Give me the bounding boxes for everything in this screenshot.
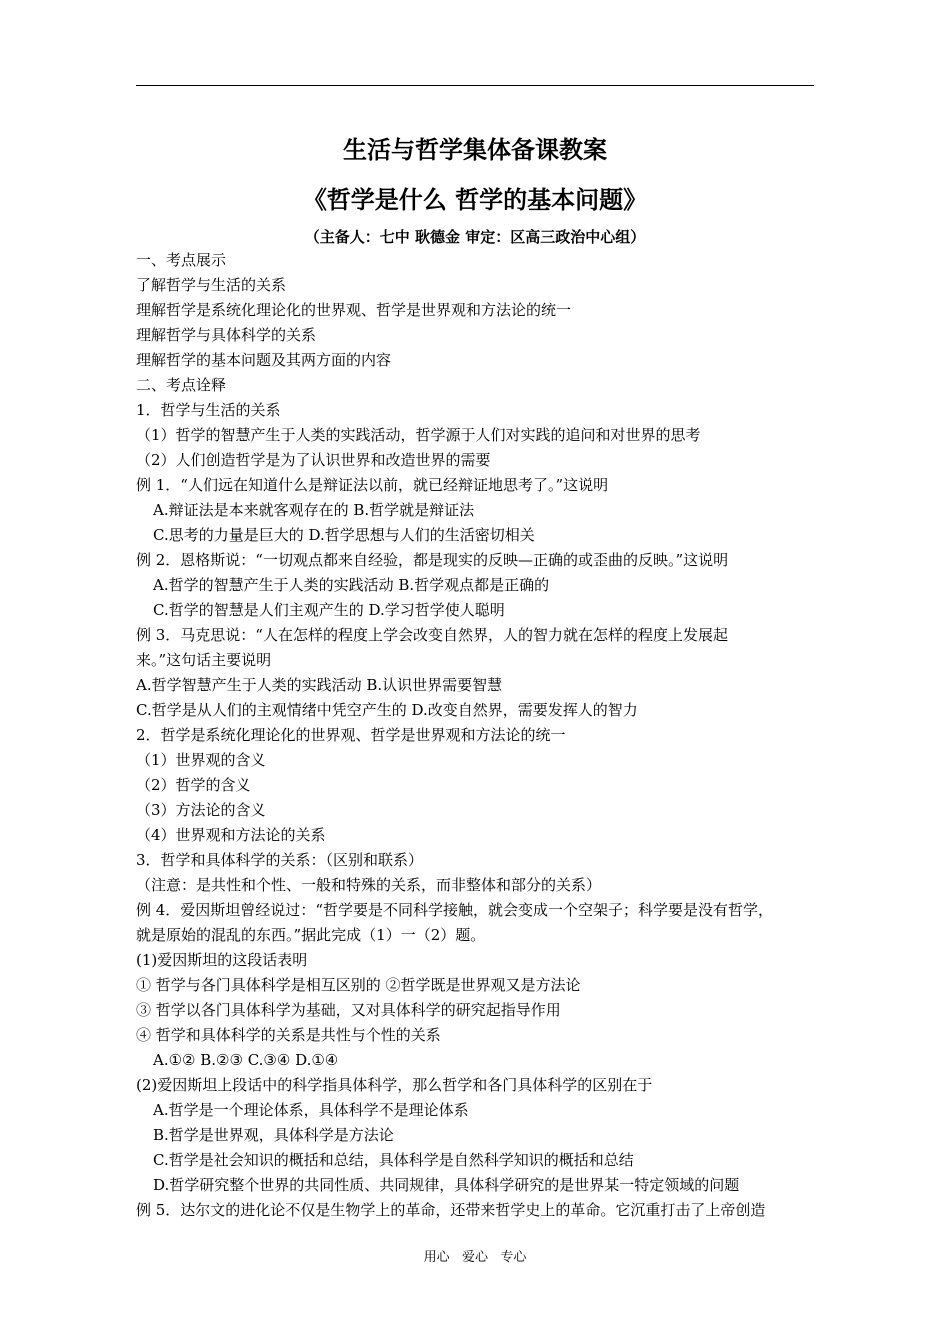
answer-option-line: B.哲学是世界观，具体科学是方法论 <box>153 1126 394 1144</box>
subsection-heading: 1．哲学与生活的关系 <box>136 401 281 419</box>
text-line: （注意：是共性和个性、一般和特殊的关系，而非整体和部分的关系） <box>136 876 602 894</box>
page-footer: 用心 爱心 专心 <box>423 1250 527 1265</box>
statement-line: ① 哲学与各门具体科学是相互区别的 ②哲学既是世界观又是方法论 <box>136 976 581 994</box>
text-line: （4）世界观和方法论的关系 <box>136 826 326 844</box>
answer-option-line: A.哲学是一个理论体系，具体科学不是理论体系 <box>153 1101 469 1119</box>
example-question: 例 2．恩格斯说：“一切观点都来自经验，都是现实的反映—正确的或歪曲的反映。”这说明 <box>136 551 729 569</box>
sub-question: (2)爱因斯坦上段话中的科学指具体科学，那么哲学和各门具体科学的区别在于 <box>136 1076 653 1094</box>
text-line: 理解哲学与具体科学的关系 <box>136 326 317 344</box>
text-line: （2）哲学的含义 <box>136 776 251 794</box>
answer-option-line: C.思考的力量是巨大的 D.哲学思想与人们的生活密切相关 <box>153 526 535 544</box>
answer-option-line: A.①② B.②③ C.③④ D.①④ <box>153 1051 339 1069</box>
section-heading: 二、考点诠释 <box>136 376 227 394</box>
text-line: 了解哲学与生活的关系 <box>136 276 287 294</box>
example-question: 例 1．“人们远在知道什么是辩证法以前，就已经辩证地思考了。”这说明 <box>136 476 609 494</box>
statement-line: ④ 哲学和具体科学的关系是共性与个性的关系 <box>136 1026 441 1044</box>
example-question: 来。”这句话主要说明 <box>136 651 272 669</box>
answer-option-line: D.哲学研究整个世界的共同性质、共同规律，具体科学研究的是世界某一特定领域的问题 <box>153 1176 740 1194</box>
text-line: 理解哲学的基本问题及其两方面的内容 <box>136 351 392 369</box>
text-line: 理解哲学是系统化理论化的世界观、哲学是世界观和方法论的统一 <box>136 301 572 319</box>
example-question: 例 4．爱因斯坦曾经说过：“哲学要是不同科学接触，就会变成一个空架子；科学要是没有哲学， <box>136 901 773 919</box>
example-question: 例 3．马克思说：“人在怎样的程度上学会改变自然界，人的智力就在怎样的程度上发展起 <box>136 626 728 644</box>
section-heading: 一、考点展示 <box>136 251 227 269</box>
document-body <box>136 248 816 1223</box>
example-question: 例 5．达尔文的进化论不仅是生物学上的革命，还带来哲学史上的革命。它沉重打击了上帝创造 <box>136 1201 766 1219</box>
header-rule <box>136 85 814 86</box>
statement-line: ③ 哲学以各门具体科学为基础，又对具体科学的研究起指导作用 <box>136 1001 561 1019</box>
answer-option-line: C.哲学是社会知识的概括和总结，具体科学是自然科学知识的概括和总结 <box>153 1151 634 1169</box>
document-subtitle: 《哲学是什么 哲学的基本问题》 <box>302 186 648 214</box>
answer-option-line: C.哲学的智慧是人们主观产生的 D.学习哲学使人聪明 <box>153 601 505 619</box>
text-line: （1）哲学的智慧产生于人类的实践活动，哲学源于人们对实践的追问和对世界的思考 <box>136 426 701 444</box>
answer-option-line: A.哲学的智慧产生于人类的实践活动 B.哲学观点都是正确的 <box>153 576 550 594</box>
answer-option-line: A.哲学智慧产生于人类的实践活动 B.认识世界需要智慧 <box>136 676 503 694</box>
text-line: （3）方法论的含义 <box>136 801 266 819</box>
answer-option-line: A.辩证法是本来就客观存在的 B.哲学就是辩证法 <box>153 501 475 519</box>
document-authors: （主备人：七中 耿德金 审定：区高三政治中心组） <box>304 228 646 246</box>
answer-option-line: C.哲学是从人们的主观情绪中凭空产生的 D.改变自然界，需要发挥人的智力 <box>136 701 638 719</box>
subsection-heading: 3．哲学和具体科学的关系：（区别和联系） <box>136 851 424 869</box>
document-title: 生活与哲学集体备课教案 <box>343 136 607 164</box>
text-line: （1）世界观的含义 <box>136 751 266 769</box>
subsection-heading: 2．哲学是系统化理论化的世界观、哲学是世界观和方法论的统一 <box>136 726 566 744</box>
example-question: 就是原始的混乱的东西。”据此完成（1）一（2）题。 <box>136 926 486 944</box>
sub-question: (1)爱因斯坦的这段话表明 <box>136 951 308 969</box>
text-line: （2）人们创造哲学是为了认识世界和改造世界的需要 <box>136 451 491 469</box>
